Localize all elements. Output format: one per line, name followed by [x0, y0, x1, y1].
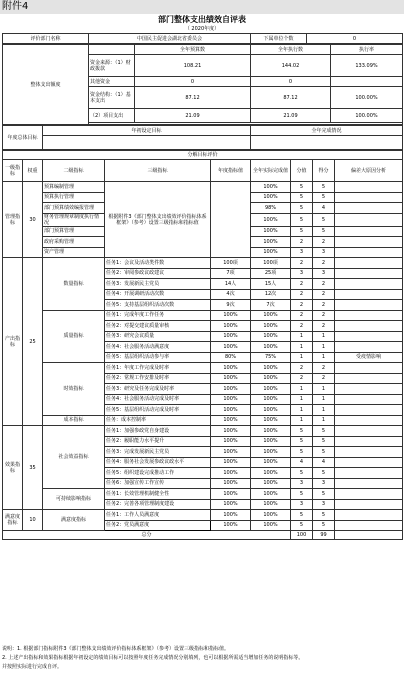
annual-target[interactable]: 100%	[211, 310, 251, 321]
deviation-note[interactable]	[335, 447, 403, 458]
annual-target[interactable]: 100%	[211, 426, 251, 437]
deviation-note[interactable]	[335, 415, 403, 426]
deviation-note[interactable]	[335, 247, 403, 258]
goals-done-label: 全年完成情况	[251, 126, 403, 136]
annual-target[interactable]: 14人	[211, 279, 251, 290]
deviation-note[interactable]	[335, 342, 403, 353]
level2-indicator: 部门预算管理	[43, 226, 105, 237]
score[interactable]: 2	[291, 289, 313, 300]
col-header: 权重	[23, 160, 43, 182]
actual-value[interactable]: 100%	[251, 237, 291, 248]
col-header: 二级指标	[43, 160, 105, 182]
deviation-note[interactable]	[335, 226, 403, 237]
level2-indicator: 政府采购管理	[43, 237, 105, 248]
level3-indicator: 任务1：完成年度工作任务	[105, 310, 211, 321]
budget-rate[interactable]: 100.00%	[331, 109, 403, 123]
indicator-row	[3, 489, 403, 500]
col-header: 分值	[291, 160, 313, 182]
deviation-note[interactable]	[335, 192, 403, 203]
got-score[interactable]: 5	[313, 489, 335, 500]
got-score[interactable]: 2	[313, 310, 335, 321]
annual-target[interactable]: 100%	[211, 342, 251, 353]
indicator-table	[2, 150, 403, 540]
level2-indicator: 数量指标	[43, 258, 105, 311]
got-score[interactable]: 2	[313, 289, 335, 300]
level2-indicator: 资产管理	[43, 247, 105, 258]
annual-target[interactable]: 100%	[211, 373, 251, 384]
budget-actual[interactable]: 87.12	[251, 87, 331, 109]
actual-value[interactable]: 100%	[251, 373, 291, 384]
deviation-note[interactable]	[335, 203, 403, 214]
dept-name-value[interactable]: 中国民主促进会湖北省委员会	[89, 34, 251, 44]
level1-indicator: 效果指标	[3, 426, 23, 510]
weight: 35	[23, 426, 43, 510]
score[interactable]: 3	[291, 499, 313, 510]
score[interactable]: 1	[291, 342, 313, 353]
level3-indicator: 任务4：服务社会发展参政议政水平	[105, 457, 211, 468]
actual-value[interactable]: 100%	[251, 520, 291, 531]
level2-indicator: 预算执行管理	[43, 192, 105, 203]
annual-target[interactable]: 100%	[211, 405, 251, 416]
score[interactable]: 4	[291, 457, 313, 468]
level3-indicator: 任务3：发展新民主党员	[105, 279, 211, 290]
deviation-note[interactable]	[335, 426, 403, 437]
level3-indicator: 任务5：支持基层组织活动次数	[105, 300, 211, 311]
budget-rate[interactable]	[331, 77, 403, 87]
goals-target-value[interactable]	[43, 136, 251, 150]
actual-value[interactable]: 100%	[251, 363, 291, 374]
budget-project-label: （2）项目支出	[89, 109, 135, 123]
budget-rate[interactable]: 133.09%	[331, 55, 403, 77]
deviation-note[interactable]	[335, 520, 403, 531]
budget-actual[interactable]: 144.02	[251, 55, 331, 77]
actual-value[interactable]: 100%	[251, 192, 291, 203]
level3-indicator: 任务2：常规工作安排及时率	[105, 373, 211, 384]
level1-indicator: 产出指标	[3, 258, 23, 426]
indicator-row	[3, 510, 403, 521]
level3-indicator: 任务4：开展调研活动次数	[105, 289, 211, 300]
deviation-note[interactable]	[335, 289, 403, 300]
got-score[interactable]: 1	[313, 405, 335, 416]
deviation-note[interactable]	[335, 436, 403, 447]
level3-indicator: 任务3：研究及任务完成及时率	[105, 384, 211, 395]
score[interactable]: 3	[291, 268, 313, 279]
level3-indicator: 任务4：社会服务活动满意度	[105, 342, 211, 353]
got-score[interactable]: 1	[313, 394, 335, 405]
annual-target[interactable]: 100%	[211, 478, 251, 489]
note-line: 说明：1. 根据部门指标附件3《部门整体支出绩效评价指标体系框架》（参考）设置三级指标和指标值。	[2, 646, 230, 652]
annual-target[interactable]: 100%	[211, 457, 251, 468]
score[interactable]: 5	[291, 436, 313, 447]
actual-value[interactable]: 100%	[251, 247, 291, 258]
deviation-note[interactable]	[335, 258, 403, 269]
indicator-row	[3, 310, 403, 321]
budget-source-label: 资金来源：（1）财政拨款	[89, 55, 135, 77]
level3-indicator: 根据附件3《部门整体支出绩效评价指标体系框架》（参考）设置三级指标和指标值	[105, 182, 211, 258]
level2-indicator: 财务管理规章制度执行情况	[43, 213, 105, 226]
deviation-note[interactable]	[335, 499, 403, 510]
actual-value[interactable]: 100%	[251, 499, 291, 510]
score[interactable]: 1	[291, 331, 313, 342]
deviation-note[interactable]	[335, 268, 403, 279]
level2-indicator: 预算编制管理	[43, 182, 105, 193]
actual-value[interactable]: 100%	[251, 342, 291, 353]
actual-value[interactable]: 12次	[251, 289, 291, 300]
score[interactable]: 5	[291, 426, 313, 437]
weight: 10	[23, 510, 43, 531]
goals-target-label: 年初设定目标	[43, 126, 251, 136]
unit-count-label: 下属单位个数	[251, 34, 307, 44]
total-got[interactable]: 99	[313, 531, 335, 540]
score[interactable]: 2	[291, 237, 313, 248]
annual-target[interactable]: 100%	[211, 331, 251, 342]
score[interactable]: 3	[291, 478, 313, 489]
budget-table	[2, 44, 403, 125]
got-score[interactable]: 1	[313, 342, 335, 353]
year-label: （ 2020年度）	[184, 26, 220, 32]
got-score[interactable]: 2	[313, 373, 335, 384]
annual-target[interactable]: 100%	[211, 321, 251, 332]
got-score[interactable]: 3	[313, 268, 335, 279]
notes	[2, 645, 402, 672]
dept-name-label: 评价部门名称	[3, 34, 89, 44]
got-score[interactable]: 5	[313, 447, 335, 458]
col-header: 三级指标	[105, 160, 211, 182]
deviation-note[interactable]	[335, 310, 403, 321]
got-score[interactable]: 4	[313, 203, 335, 214]
actual-value[interactable]: 100%	[251, 489, 291, 500]
level3-indicator: 任务3：完成发展新民主党员	[105, 447, 211, 458]
actual-value[interactable]: 100%	[251, 213, 291, 226]
got-score[interactable]: 5	[313, 510, 335, 521]
level3-indicator: 任务1：加强参政党自身建设	[105, 426, 211, 437]
got-score[interactable]: 5	[313, 192, 335, 203]
actual-value[interactable]: 100%	[251, 310, 291, 321]
annual-target[interactable]: 7项	[211, 268, 251, 279]
indicator-row	[3, 182, 403, 193]
indicator-header-row	[3, 160, 403, 182]
score[interactable]: 5	[291, 203, 313, 214]
annual-target[interactable]: 100%	[211, 384, 251, 395]
score[interactable]: 3	[291, 247, 313, 258]
score[interactable]: 1	[291, 405, 313, 416]
level3-indicator: 任务2：完善各项管理制度建设	[105, 499, 211, 510]
got-score[interactable]: 3	[313, 478, 335, 489]
note-line: 并按照实际进行完成自评。	[2, 664, 63, 670]
got-score[interactable]: 5	[313, 436, 335, 447]
budget-other-label: 其他资金	[89, 77, 135, 87]
score[interactable]: 5	[291, 510, 313, 521]
evaluation-sheet	[2, 14, 402, 634]
actual-value[interactable]: 100%	[251, 321, 291, 332]
annual-target[interactable]: 100%	[211, 510, 251, 521]
annual-target[interactable]: 100%	[211, 436, 251, 447]
actual-value[interactable]: 100%	[251, 436, 291, 447]
deviation-note[interactable]	[335, 331, 403, 342]
level2-indicator: 满意度指标	[43, 510, 105, 531]
annual-target[interactable]: 9次	[211, 300, 251, 311]
score[interactable]: 5	[291, 192, 313, 203]
budget-plan[interactable]: 87.12	[135, 87, 251, 109]
score[interactable]: 2	[291, 321, 313, 332]
annual-target[interactable]	[211, 182, 251, 258]
deviation-note[interactable]	[335, 321, 403, 332]
got-score[interactable]: 3	[313, 247, 335, 258]
annual-target[interactable]: 100%	[211, 468, 251, 479]
score[interactable]: 2	[291, 258, 313, 269]
level2-indicator: 可持续影响指标	[43, 489, 105, 510]
indicator-row	[3, 426, 403, 437]
deviation-note[interactable]	[335, 394, 403, 405]
weight: 25	[23, 258, 43, 426]
actual-value[interactable]: 25项	[251, 268, 291, 279]
deviation-note[interactable]	[335, 182, 403, 193]
actual-value[interactable]: 100%	[251, 510, 291, 521]
actual-value[interactable]: 100%	[251, 478, 291, 489]
total-score[interactable]: 100	[291, 531, 313, 540]
col-plan: 全年预算数	[135, 45, 251, 55]
col-header: 全年实际完成值	[251, 160, 291, 182]
budget-row-label: 整体支出额度	[3, 45, 89, 125]
level3-indicator: 任务1：长效管理机制健全性	[105, 489, 211, 500]
actual-value[interactable]: 100%	[251, 405, 291, 416]
budget-actual[interactable]: 0	[251, 77, 331, 87]
note-line: 2. 上述产出指标和效果指标根据年初设定的绩效目标可以按照年度任务完成情况分别填列，也可以根据所需适当增加任务的说明指标等。	[2, 655, 304, 661]
got-score[interactable]: 2	[313, 363, 335, 374]
level3-indicator: 任务5：组织建设完成推动工作	[105, 468, 211, 479]
score[interactable]: 2	[291, 363, 313, 374]
indicator-row	[3, 258, 403, 269]
actual-value[interactable]: 100%	[251, 447, 291, 458]
total-row	[3, 531, 403, 540]
level3-indicator: 任务3：研究会议质量	[105, 331, 211, 342]
goals-label: 年度总体目标	[3, 126, 43, 150]
score[interactable]: 5	[291, 468, 313, 479]
annual-target[interactable]: 100%	[211, 363, 251, 374]
deviation-note[interactable]	[335, 510, 403, 521]
score[interactable]: 5	[291, 182, 313, 193]
level3-indicator: 任务1：会议及活动类件数	[105, 258, 211, 269]
got-score[interactable]: 2	[313, 300, 335, 311]
annual-target[interactable]: 80%	[211, 352, 251, 363]
annual-target[interactable]: 100%	[211, 447, 251, 458]
got-score[interactable]: 2	[313, 321, 335, 332]
actual-value[interactable]: 100%	[251, 226, 291, 237]
got-score[interactable]: 5	[313, 520, 335, 531]
score[interactable]: 5	[291, 520, 313, 531]
actual-value[interactable]: 100项	[251, 258, 291, 269]
got-score[interactable]: 1	[313, 331, 335, 342]
level3-indicator: 任务1：工作人员满意度	[105, 510, 211, 521]
got-score[interactable]: 1	[313, 352, 335, 363]
score[interactable]: 5	[291, 489, 313, 500]
budget-plan[interactable]: 0	[135, 77, 251, 87]
got-score[interactable]: 5	[313, 226, 335, 237]
deviation-note[interactable]	[335, 363, 403, 374]
deviation-note[interactable]	[335, 489, 403, 500]
score[interactable]: 1	[291, 384, 313, 395]
score[interactable]: 5	[291, 226, 313, 237]
got-score[interactable]: 3	[313, 499, 335, 510]
score[interactable]: 1	[291, 352, 313, 363]
page-title: 部门整体支出绩效自评表	[158, 15, 246, 24]
got-score[interactable]: 4	[313, 457, 335, 468]
goals-done-value[interactable]	[251, 136, 403, 150]
got-score[interactable]: 2	[313, 237, 335, 248]
got-score[interactable]: 5	[313, 468, 335, 479]
deviation-note[interactable]	[335, 457, 403, 468]
annual-target[interactable]: 100%	[211, 499, 251, 510]
budget-actual[interactable]: 21.09	[251, 109, 331, 123]
level3-indicator: 任务6：加强宣传工作宣传	[105, 478, 211, 489]
level3-indicator: 任务5：基层组织活动完成及时率	[105, 405, 211, 416]
actual-value[interactable]: 100%	[251, 331, 291, 342]
col-header: 偏差大原因分析	[335, 160, 403, 182]
actual-value[interactable]: 100%	[251, 182, 291, 193]
level1-indicator: 管理指标	[3, 182, 23, 258]
level2-indicator: 部门预算绩效编报管理	[43, 203, 105, 214]
actual-value[interactable]: 100%	[251, 415, 291, 426]
attachment-label: 附件4	[0, 0, 404, 14]
deviation-note[interactable]	[335, 384, 403, 395]
deviation-note[interactable]	[335, 279, 403, 290]
actual-value[interactable]: 75%	[251, 352, 291, 363]
goals-table	[2, 125, 403, 150]
deviation-note[interactable]	[335, 237, 403, 248]
score[interactable]: 5	[291, 213, 313, 226]
deviation-note[interactable]	[335, 468, 403, 479]
unit-count-value[interactable]: 0	[307, 34, 403, 44]
annual-target[interactable]: 100%	[211, 415, 251, 426]
got-score[interactable]: 1	[313, 415, 335, 426]
level2-indicator: 社会效益指标	[43, 426, 105, 489]
budget-rate[interactable]: 100.00%	[331, 87, 403, 109]
got-score[interactable]: 2	[313, 279, 335, 290]
got-score[interactable]: 5	[313, 182, 335, 193]
level3-indicator: 任务2：审阅参政议政建议	[105, 268, 211, 279]
deviation-note[interactable]	[335, 373, 403, 384]
deviation-note[interactable]	[335, 478, 403, 489]
score[interactable]: 2	[291, 310, 313, 321]
annual-target[interactable]: 100%	[211, 394, 251, 405]
actual-value[interactable]: 100%	[251, 457, 291, 468]
level1-indicator: 满意度指标	[3, 510, 23, 531]
level3-indicator: 任务2：对提交建议质量审核	[105, 321, 211, 332]
budget-basic-label: 资金结构：（1）基本支出	[89, 87, 135, 109]
col-actual: 全年执行数	[251, 45, 331, 55]
deviation-note[interactable]	[335, 300, 403, 311]
level3-indicator: 任务：成本控制率	[105, 415, 211, 426]
actual-value[interactable]: 7次	[251, 300, 291, 311]
score[interactable]: 2	[291, 373, 313, 384]
annual-target[interactable]: 100%	[211, 489, 251, 500]
actual-value[interactable]: 100%	[251, 468, 291, 479]
annual-target[interactable]: 100项	[211, 258, 251, 269]
score[interactable]: 2	[291, 279, 313, 290]
deviation-note[interactable]	[335, 213, 403, 226]
indicator-body	[3, 182, 403, 531]
level2-indicator: 质量指标	[43, 310, 105, 363]
score[interactable]: 1	[291, 415, 313, 426]
deviation-note[interactable]: 受疫情影响	[335, 352, 403, 363]
level2-indicator: 成本指标	[43, 415, 105, 426]
total-label: 总分	[3, 531, 291, 540]
level3-indicator: 任务5：基层组织活动参与率	[105, 352, 211, 363]
level3-indicator: 任务4：社会服务活动完成及时率	[105, 394, 211, 405]
col-header: 一级指标	[3, 160, 23, 182]
actual-value[interactable]: 100%	[251, 426, 291, 437]
indicator-row	[3, 415, 403, 426]
budget-plan[interactable]: 21.09	[135, 109, 251, 123]
header-table	[2, 33, 403, 44]
actual-value[interactable]: 15人	[251, 279, 291, 290]
deviation-note[interactable]	[335, 405, 403, 416]
actual-value[interactable]: 100%	[251, 394, 291, 405]
got-score[interactable]: 5	[313, 426, 335, 437]
section-title: 分解目标评价	[3, 151, 403, 160]
annual-target[interactable]: 4次	[211, 289, 251, 300]
col-rate: 执行率	[331, 45, 403, 55]
level3-indicator: 任务2：履职能力水平提升	[105, 436, 211, 447]
actual-value[interactable]: 100%	[251, 384, 291, 395]
score[interactable]: 1	[291, 394, 313, 405]
level3-indicator: 任务1：年度工作完成及时率	[105, 363, 211, 374]
got-score[interactable]: 1	[313, 384, 335, 395]
indicator-row	[3, 363, 403, 374]
col-header: 年度指标值	[211, 160, 251, 182]
score[interactable]: 2	[291, 300, 313, 311]
score[interactable]: 5	[291, 447, 313, 458]
col-header: 得分	[313, 160, 335, 182]
got-score[interactable]: 2	[313, 258, 335, 269]
annual-target[interactable]: 100%	[211, 520, 251, 531]
level2-indicator: 时效指标	[43, 363, 105, 416]
budget-plan[interactable]: 108.21	[135, 55, 251, 77]
actual-value[interactable]: 98%	[251, 203, 291, 214]
got-score[interactable]: 5	[313, 213, 335, 226]
level3-indicator: 任务2：党员满意度	[105, 520, 211, 531]
weight: 30	[23, 182, 43, 258]
